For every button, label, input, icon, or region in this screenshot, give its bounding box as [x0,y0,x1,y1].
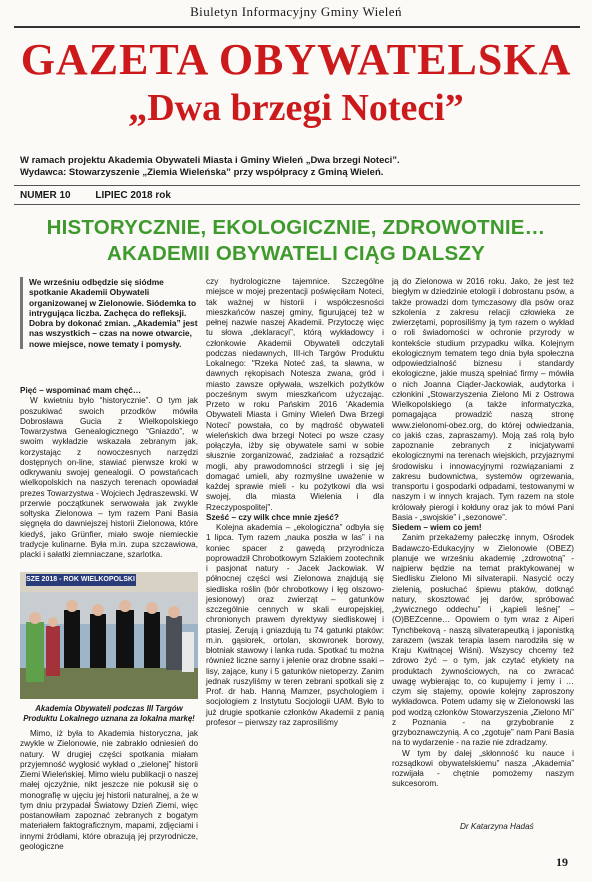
column-1-top [20,386,198,560]
headline-line1: HISTORYCZNIE, EKOLOGICZNIE, ZDROWOTNIE… [46,216,546,239]
header-rule [14,26,580,28]
headline-line2: AKADEMII OBYWATELI CIĄG DALSZY [106,242,486,265]
photo-banner: SZE 2018 - ROK WIELKOPOLSKI [26,576,135,583]
issue-rule-top [14,185,580,186]
subheading-five: Pięć – wspominać mam chęć… [20,386,142,395]
column-2 [206,277,384,728]
paragraph: Kolejna akademia – „ekologiczna” odbyła się 1 lipca. Tym razem „nauka poszła w las” i na koniec spacer z gawędą przyrodnicza poprowadził Chrobotkowym Szlakiem zootechnik i pasjonat natury - Jacek Jackowiak. W północnej części wsi Zielonowa znajdują się siedliska roślin (bór chrobotkowy i łęg olszowo-jesionowy) oraz zwierząt – gatunków szczególnie cennych w skali europejskiej, chronionych prawem dyrektywy siedliskowej i ptasiej. Żerują i gniazdują tu 74 gatunki ptaków: m.in. gąsiorek, ortolan, skowronek borowy, błotniak stawowy i lanka ruda. Spotkać tu można również liczne sarny i jelenie oraz drobne ssaki – lisy, zające, kuny i 5 gatunków nietoperzy. Zanim jednak ruszyliśmy w teren zebrani spotkali się z Prof. dr hab. Hanną Mamzer, psychologiem i socjologiem z Instytutu Socjologii UAM. Było to już drugie spotkanie członków Akademii z panią profesor – pierwszy raz zaprosiliśmy [206,523,384,727]
project-line: W ramach projektu Akademia Obywateli Miasta i Gminy Wieleń „Dwa brzegi Noteci”. [20,155,400,166]
bulletin-header: Biuletyn Informacyjny Gminy Wieleń [190,4,402,19]
paragraph: ją do Zielonowa w 2016 roku. Jako, że jest też biegłym w dziedzinie etologii i dobrostanu psów, a także prowadzi dom tymczasowy dla psów oraz szkolenia z zakresu relacji człowieka ze zwierzętami, poprosiliśmy ją tym razem o wykład o roli świadomości w ochronie przyrody w kontekście studium przypadku wilka. Kolejnym ekologicznym tematem tego dnia była społeczna odpowiedzialność biznesu i standardy ekologiczne, jakie muszą spełniać firmy – mówiła o nich Joanna Ciąder-Jackowiak, audytorka i członkini „Stowarzyszenia Zielono Mi z Ostrowa Wielkopolskiego (a także informatyczka, pomagająca prowadzić naszą stronę www.zielonomi-obez.org, do której odwiedzania, co jakiś czas, zapraszamy). Moją zaś rolą było zapoznanie zebranych z inicjatywami ekologicznymi na terenach wiejskich, przyjaznymi środowisku i innowacyjnymi rozwiązaniami z zakresu budownictwa, systemów ogrzewania, transportu i gospodarki odpadami, testowanymi w naszym i w innych krajach. Tym razem na stole królowały pierogi i kołduny oraz jak to mówi Pani Basia - „swojskie” i „sezonowe”. [392,277,574,522]
event-photo-illustration [20,572,198,699]
column-3 [392,277,574,790]
masthead-title: GAZETA OBYWATELSKA [20,35,572,84]
author-signature: Dr Katarzyna Hadaś [460,822,534,831]
paragraph: W kwietniu było “historycznie”. O tym jak poszukiwać swoich przodków mówiła Dobrosława Gucia z Wielkopolskiego Towarzystwa Genealogicznego “Gniazdo”, w swoim wykładzie wskazała zebranym jak, korzystając z nowoczesnych narzędzi dostępnych on-line, stawiać pierwsze kroki w odkrywaniu swojej genealogii. O powstańcach wielkopolskich na naszych terenach opowiadał prezes Towarzystwa - Wojciech Jędraszewski. W przerwie początkunek serwowała jak zwykle sołtyska Zielonowa – tym razem Pani Basia sięgnęła do dawniejszej historii Zielonowa, które kiedyś, jako Grünfier, miało swoje niemieckie tradycje kulinarne. Była m.in. zupa szczawiowa, placki i sałatki ziemniaczane, szarlotka. [20,396,198,559]
issue-rule-bottom [14,204,580,205]
issue-info [20,190,193,201]
issue-number: NUMER 10 [20,190,71,201]
paragraph: W tym by dalej „skłonność ku nauce i rozsądkowi obywatelskiemu” nasza „Akademia” rozwijała - chętnie pomożemy naszym sukcesorom. [392,748,574,789]
masthead-subtitle: „Dwa brzegi Noteci” [128,87,464,129]
publisher-line: Wydawca: Stowarzyszenie „Ziemia Wieleńska” przy współpracy z Gminą Wieleń. [20,167,384,178]
page-number: 19 [556,855,568,869]
lead-paragraph: We wrześniu odbędzie się siódme spotkanie Akademii Obywateli organizowanej w Zielonowie. Siódemka to intrygująca liczba. Zachęca do refleksji. Dobra by dokonać zmian. „Akademia” jest nas wszystkich – czas na nowe otwarcie, nowe miejsce, nowe tematy i pomysły. [20,277,199,349]
paragraph: czy hydrologiczne tajemnice. Szczególne miejsce w mojej prezentacji poświęciłam Noteci, tak ważnej w historii i współczesności mieszkańców naszej gminy, figurującej też w pełnej nazwie naszej Akademii. Przytoczę więc tu słowa „deklaracyi”, którą wykładowcy i członkowie Akademii Obywateli odczytali podczas niedawnych, III-ich Targów Produktu Lokalnego: "Rzeka Noteć zaś, ta sławna, w dawnych rękopisach Notesza zwana, gród i miasto zawsze opływała, wszelkich pożytków pocześnym swym mieszkańcom użyczając. Przeto w roku Pańskim 2016 'Akademia Obywateli Miasta i Gminy Wieleń Dwa Brzegi Noteci' powstała, co by mądrość obywateli wieleńskich dwa brzegi Noteci po wsze czasy połączyła, iżby się obywatele sami w sobie słusznie zorganizować, zadziałać a rozsądzić mogli, aby prawodomności strzegli i się jej domagać umieli, aby rozmyślne uważenie w każdej sprawie mieli - ku pożytkowi dla wsi swojej, dla miasta Wielenia i dla Rzeczypospolitej". [206,277,384,512]
paragraph: Zanim przekażemy pałeczkę innym, Ośrodek Badawczo-Edukacyjny w Zielonowie (OBEZ) planuje we wrześniu akademię „zdrowotną” - najpierw będzie na temat praktykowanej w Siedlisku Zielono Mi silvaterapii. Nasycić oczy zielenią, posłuchać śpiewu ptaków, dotknąć natury, skosztować jej darów, spróbować „żywicznego oddechu” i „kąpieli leśnej” – (O)BEZcenne… Opowiem o tym wraz z Aiperi Tynchbekovą - naszą silvaterapeutką i japonistką zarazem (wszak terapia lasem narodziła się w Kraju Kwitnącej Wiśni). Wszyscy chcemy też zdrowo żyć – o tym, jak czytać etykiety na produktach żywnościowych, na co zwracać uwagę wybierając to, co kupujemy i jemy i … czym się stajemy, opowie kolejny zaproszony wykładowca. Potem udamy się w Zielonowski las pod wodzą członków Stowarzyszenia „Zielono Mi” z Poznania - na grzybobranie z grzyboznawczynią. A co „zgotuje” nam Pani Basia na to wydarzenie - na razie nie zdradzamy. [392,533,574,748]
paragraph: Mimo, iż była to Akademia historyczna, jak zwykle w Zielonowie, nie zabrakło odniesień do natury. W drugiej części spotkania miałam przyjemność wygłosić wykład o „zielonej” historii Ziemi Wieleńskiej. Mimo wielu publikacji o naszej małej ojczyźnie, nikt jeszcze nie pokusił się o monografię w ujęciu jej historii naturalnej, a że w tym dniu przypadał Światowy Dzień Ziemi, więc postanowiłam zapoznać zebranych z bogatym materiałem faktograficznym, mapami, zdjęciami i innymi źródłami, które obrazują jej przyrodnicze, geologiczne [20,729,198,851]
column-1-bottom [20,729,198,852]
photo-caption: Akademia Obywateli podczas III Targów Produktu Lokalnego uznana za lokalna markę! [23,704,195,723]
subheading-six: Sześć – czy wilk chce mnie zjeść? [206,512,339,522]
event-photo [20,572,198,699]
project-info [20,155,580,179]
subheading-seven: Siedem – wiem co jem! [392,523,482,532]
issue-date: LIPIEC 2018 rok [95,190,171,201]
